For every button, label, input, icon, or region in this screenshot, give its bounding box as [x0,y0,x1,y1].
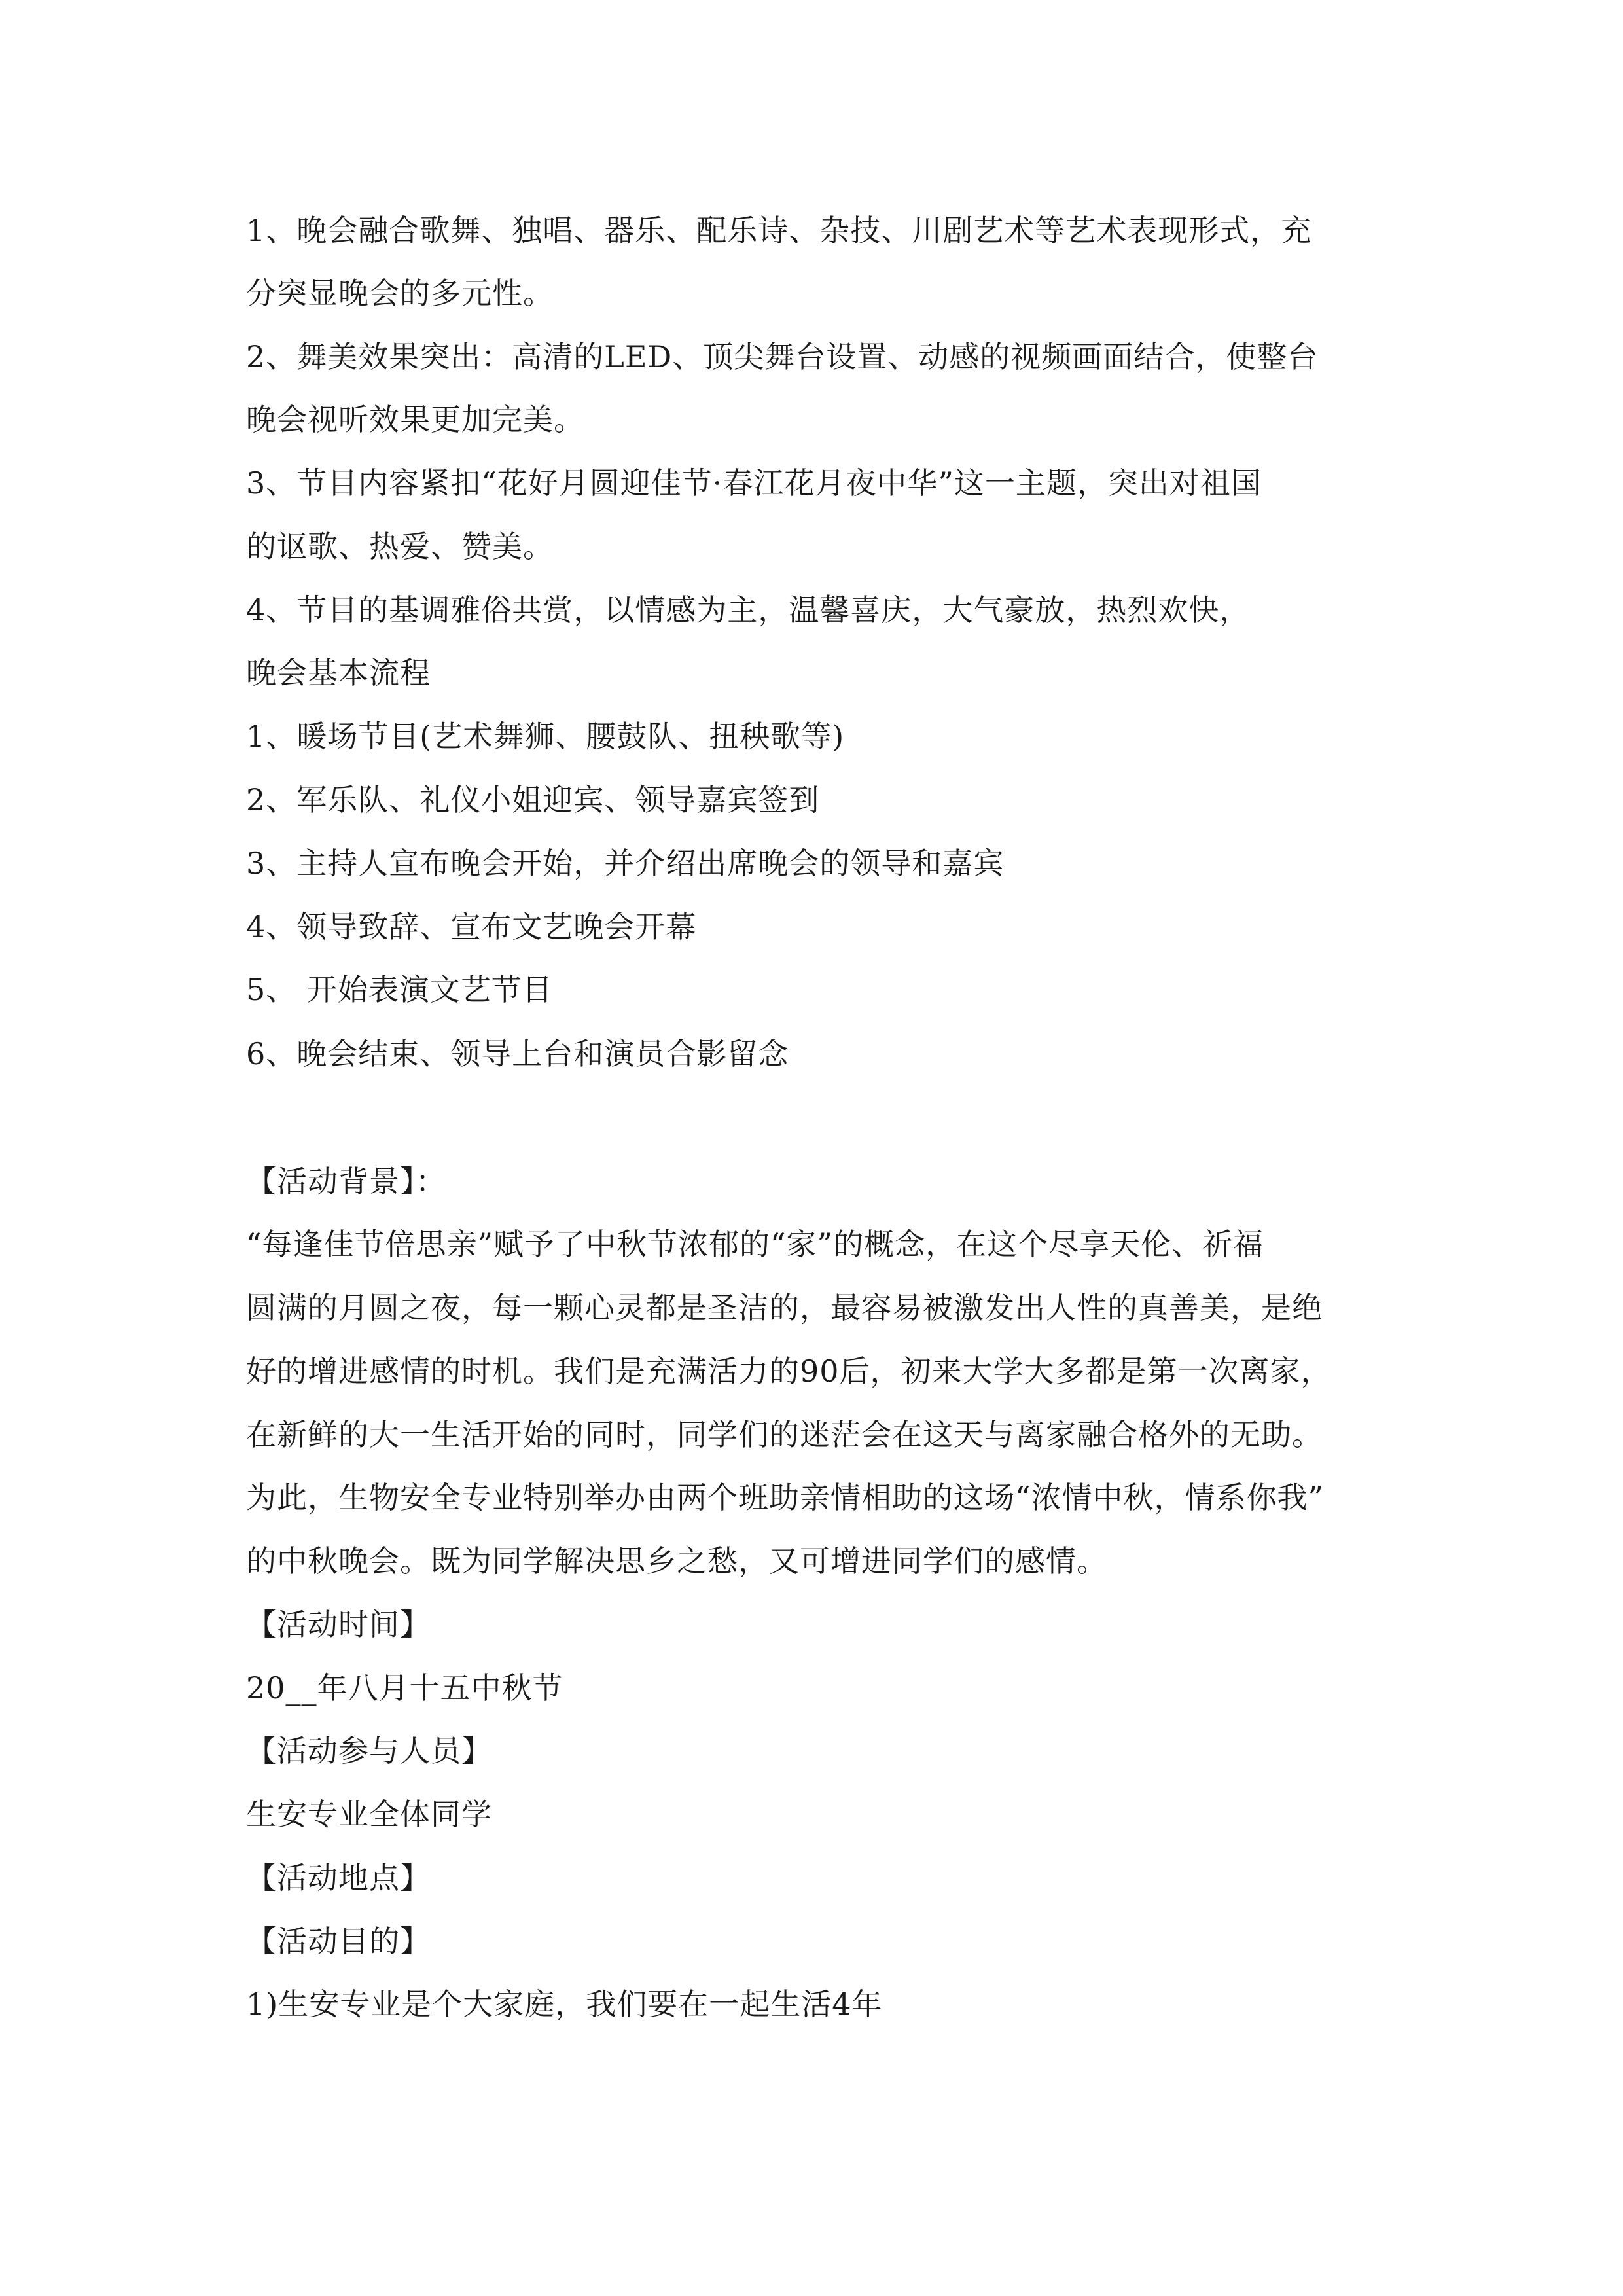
text-line: 2、舞美效果突出：高清的LED、顶尖舞台设置、动感的视频画面结合，使整台 [246,339,1319,374]
section-heading: 【活动目的】 [246,1924,431,1959]
text-line: 5、 开始表演文艺节目 [246,972,553,1007]
section-heading: 【活动时间】 [246,1607,431,1642]
text-line: 好的增进感情的时机。我们是充满活力的90后，初来大学大多都是第一次离家， [246,1354,1332,1389]
text-line: 3、主持人宣布晚会开始，并介绍出席晚会的领导和嘉宾 [246,846,1005,881]
text-line: 4、领导致辞、宣布文艺晚会开幕 [246,909,697,944]
text-line: 6、晚会结束、领导上台和演员合影留念 [246,1036,789,1071]
text-line: 的中秋晚会。既为同学解决思乡之愁，又可增进同学们的感情。 [246,1543,1107,1579]
text-line: 1)生安专业是个大家庭，我们要在一起生活4年 [246,1986,883,2022]
text-line: 4、节目的基调雅俗共赏，以情感为主，温馨喜庆，大气豪放，热烈欢快， [246,592,1251,628]
text-line: 的讴歌、热爱、赞美。 [246,529,554,564]
section-heading: 【活动背景】： [246,1164,446,1199]
text-line: 晚会视听效果更加完美。 [246,402,584,437]
text-line: 在新鲜的大一生活开始的同时，同学们的迷茫会在这天与离家融合格外的无助。 [246,1417,1323,1452]
text-line: 1、暖场节目(艺术舞狮、腰鼓队、扭秧歌等) [246,719,845,754]
section-heading: 【活动参与人员】 [246,1733,492,1768]
text-line: 2、军乐队、礼仪小姐迎宾、领导嘉宾签到 [246,782,820,817]
text-line: 20__年八月十五中秋节 [246,1670,563,1706]
text-line: 分突显晚会的多元性。 [246,276,554,311]
text-line: 圆满的月圆之夜，每一颗心灵都是圣洁的，最容易被激发出人性的真善美，是绝 [246,1290,1323,1325]
text-line: 3、节目内容紧扣“花好月圆迎佳节·春江花月夜中华”这一主题，突出对祖国 [246,465,1262,501]
section-heading: 晚会基本流程 [246,655,431,691]
text-line: 1、晚会融合歌舞、独唱、器乐、配乐诗、杂技、川剧艺术等艺术表现形式，充 [246,213,1312,248]
text-line: 生安专业全体同学 [246,1797,492,1832]
text-line: 为此，生物安全专业特别举办由两个班助亲情相助的这场“浓情中秋，情系你我” [246,1480,1325,1515]
section-heading: 【活动地点】 [246,1860,431,1895]
text-line: “每逢佳节倍思亲”赋予了中秋节浓郁的“家”的概念，在这个尽享天伦、祈福 [246,1227,1264,1262]
